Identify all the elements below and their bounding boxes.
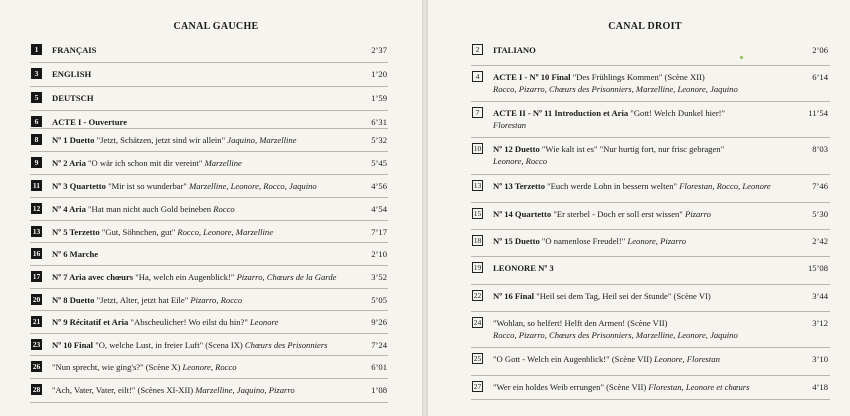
track-singers: Jaquino, Marzelline [227, 135, 297, 145]
track-singers: Pizarro, Chœurs de la Garde [236, 272, 337, 282]
track-duration: 11’54 [808, 108, 828, 118]
track-title: Nº 9 Récitatif et Aria [52, 317, 129, 327]
track-singers: Leonore [250, 317, 279, 327]
track-description: "Mir ist so wunderbar" [108, 181, 190, 191]
track-title: Nº 5 Terzetto [52, 227, 100, 237]
track-title: Nº 15 Duetto [493, 236, 540, 246]
track-singers: Pizarro, Rocco [190, 295, 243, 305]
track-singers: Rocco, Pizarro, Chœurs des Prisonniers, Marzelline, Leonore, Jaquino [493, 84, 738, 94]
track-singers: Leonore, Florestan [654, 354, 720, 364]
track-text [52, 69, 91, 80]
track-divider [30, 86, 388, 87]
track-text [493, 382, 749, 393]
track-description: "Wohlan, so helfert! Helft den Armen! (Scène VII) [493, 318, 668, 328]
track-description: "O Gott - Welch ein Augenblick!" (Scène VII) [493, 354, 655, 364]
track-duration: 5’05 [371, 295, 387, 305]
track-title: Nº 7 Aria avec chœurs [52, 272, 134, 282]
track-title: Nº 14 Quartetto [493, 209, 552, 219]
track-divider [30, 62, 388, 63]
track-description: "Jetzt, Schätzen, jetzt sind wir allein" [96, 135, 228, 145]
track-singers: Chœurs des Prisonniers [244, 340, 328, 350]
track-title: Nº 13 Terzetto [493, 181, 545, 191]
left-channel-title: CANAL GAUCHE [173, 21, 259, 32]
track-divider [471, 311, 830, 312]
track-singers: Florestan, Leonore et chœurs [648, 382, 750, 392]
track-divider [471, 256, 830, 257]
track-title: FRANÇAIS [52, 45, 97, 55]
track-number-badge: 12 [32, 204, 41, 213]
track-divider [30, 310, 388, 311]
track-divider [30, 378, 388, 379]
track-singers: Florestan, Rocco, Leonore [679, 181, 771, 191]
track-text [493, 291, 711, 302]
track-duration: 5’32 [371, 135, 387, 145]
track-description: "Wer ein holdes Weib errungen" (Scène VII) [493, 382, 649, 392]
track-text [493, 108, 725, 119]
track-text [52, 204, 235, 215]
track-divider [30, 355, 388, 356]
track-duration: 9’26 [371, 317, 387, 327]
track-duration: 7’17 [371, 227, 387, 237]
track-duration: 2’42 [812, 236, 828, 246]
track-divider [30, 174, 388, 175]
track-number-badge: 20 [32, 295, 41, 304]
track-description: "Heil sei dem Tag, Heil sei der Stunde" (Scène VI) [536, 291, 711, 301]
track-number-badge: 5 [31, 92, 42, 103]
track-singers: Pizarro [684, 209, 711, 219]
track-title: LEONORE Nº 3 [493, 263, 554, 273]
track-divider [30, 128, 388, 129]
track-number-badge: 11 [32, 181, 41, 190]
track-title: Nº 16 Final [493, 291, 535, 301]
track-text [52, 295, 242, 306]
track-duration: 7’24 [371, 340, 387, 350]
track-title: Nº 12 Duetto [493, 144, 540, 154]
track-number-badge: 19 [473, 263, 482, 272]
track-divider [471, 174, 830, 175]
track-text [493, 354, 720, 365]
track-duration: 4’18 [812, 382, 828, 392]
track-description: "Gott! Welch Dunkel hier!" [630, 108, 726, 118]
track-description: "Ha, welch ein Augenblick!" [135, 272, 237, 282]
track-title: Nº 1 Duetto [52, 135, 95, 145]
track-duration: 15’08 [807, 263, 828, 273]
track-divider [30, 265, 388, 266]
track-duration: 3’52 [371, 272, 387, 282]
track-singers: Rocco, Pizarro, Chœurs des Prisonniers, Marzelline, Leonore, Jaquino [493, 330, 738, 340]
track-text [52, 117, 127, 128]
track-divider [30, 220, 388, 221]
track-title: ITALIANO [493, 45, 536, 55]
track-duration: 5’45 [371, 158, 387, 168]
track-text [52, 272, 336, 283]
track-duration: 1’59 [371, 93, 387, 103]
track-number-badge: 8 [31, 134, 42, 145]
track-number-badge: 22 [473, 291, 482, 300]
track-duration: 1’20 [371, 69, 387, 79]
track-title: Nº 2 Aria [52, 158, 86, 168]
track-divider [471, 229, 830, 230]
track-text [52, 45, 96, 56]
track-number-badge: 16 [32, 249, 41, 258]
left-page [0, 0, 422, 416]
track-divider [471, 399, 830, 400]
track-duration: 6’31 [371, 117, 387, 127]
track-divider [471, 65, 830, 66]
track-description: "Gut, Söhnchen, gut" [101, 227, 178, 237]
track-text [493, 318, 667, 329]
track-description: "Abscheulicher! Wo eilst du hin?" [130, 317, 251, 327]
track-number-badge: 4 [472, 71, 483, 82]
track-text [493, 263, 554, 274]
track-text [493, 72, 705, 83]
track-description: "O, welche Lust, in freier Luft" (Scena IX) [95, 340, 245, 350]
track-duration: 2’06 [812, 45, 828, 55]
track-number-badge: 28 [32, 385, 41, 394]
track-duration: 6’14 [812, 72, 828, 82]
track-description: "Er sterbel - Doch er soll erst wissen" [553, 209, 685, 219]
track-number-badge: 21 [32, 317, 41, 326]
right-channel-title: CANAL DROIT [608, 21, 682, 32]
track-text [52, 135, 296, 146]
track-singers: Leonore, Rocco [182, 362, 237, 372]
track-duration: 4’54 [371, 204, 387, 214]
track-singers: Leonore, Pizarro [627, 236, 687, 246]
track-duration: 1’08 [371, 385, 387, 395]
track-duration: 3’10 [812, 354, 828, 364]
track-divider [30, 151, 388, 152]
track-text [52, 249, 98, 260]
track-singers: Rocco, Leonore, Marzelline [177, 227, 274, 237]
track-title: Nº 10 Final [52, 340, 94, 350]
track-title: DEUTSCH [52, 93, 94, 103]
track-number-badge: 23 [32, 340, 41, 349]
track-duration: 5’30 [812, 209, 828, 219]
track-divider [471, 375, 830, 376]
track-number-badge: 3 [31, 68, 42, 79]
track-divider [30, 402, 388, 403]
track-description: "Hat man nicht auch Gold beineben [88, 204, 214, 214]
track-number-badge: 25 [473, 354, 482, 363]
track-singers: Marzelline, Jaquino, Pizarro [195, 385, 295, 395]
track-singers: Florestan [493, 120, 527, 130]
track-number-badge: 7 [472, 107, 483, 118]
track-duration: 7’46 [812, 181, 828, 191]
track-description: "Euch werde Lohn in bessern welten" [547, 181, 680, 191]
track-number-badge: 9 [31, 157, 42, 168]
track-number-badge: 13 [473, 181, 482, 190]
track-number-badge: 10 [473, 144, 482, 153]
track-number-badge: 26 [32, 362, 41, 371]
track-text [52, 317, 278, 328]
track-duration: 4’56 [371, 181, 387, 191]
track-duration: 6’01 [371, 362, 387, 372]
track-duration: 2’10 [371, 249, 387, 259]
track-description: "Des Frühlings Kommen" (Scène XII) [572, 72, 705, 82]
track-description: "Jetzt, Alter, jetzt hat Eile" [96, 295, 191, 305]
track-text [493, 236, 686, 247]
track-title: ACTE II - Nº 11 Introduction et Aria [493, 108, 629, 118]
track-title: Nº 3 Quartetto [52, 181, 106, 191]
track-description: "O namenlose Freudel!" [541, 236, 628, 246]
track-number-badge: 1 [31, 44, 42, 55]
track-number-badge: 15 [473, 209, 482, 218]
track-divider [30, 197, 388, 198]
track-text [493, 144, 724, 155]
track-text [52, 362, 237, 373]
track-singers: Marzelline [204, 158, 242, 168]
track-title: ENGLISH [52, 69, 92, 79]
track-duration: 3’12 [812, 318, 828, 328]
track-text [52, 181, 317, 192]
track-text [493, 45, 536, 56]
track-duration: 3’44 [812, 291, 828, 301]
track-divider [30, 110, 388, 111]
track-text [493, 209, 711, 220]
track-singers: Marzelline, Leonore, Rocco, Jaquino [189, 181, 317, 191]
track-divider [30, 242, 388, 243]
track-text [52, 340, 328, 351]
track-divider [471, 284, 830, 285]
track-title: ACTE I - Nº 10 Final [493, 72, 571, 82]
track-text [52, 93, 94, 104]
track-text [52, 227, 273, 238]
track-singers: Rocco [213, 204, 235, 214]
track-title: Nº 6 Marche [52, 249, 99, 259]
track-number-badge: 6 [31, 116, 42, 127]
print-speck [740, 56, 743, 59]
track-divider [471, 101, 830, 102]
track-singers: Leonore, Rocco [493, 156, 548, 166]
track-description: "Ach, Vater, Vater, eilt!" (Scènes XI-XII) [52, 385, 196, 395]
track-title: Nº 4 Aria [52, 204, 86, 214]
track-number-badge: 24 [473, 318, 482, 327]
track-description: "Wie kalt ist es" "Nur hurtig fort, nur frisc gebragen" [541, 144, 725, 154]
track-description: "O wär ich schon mit dir vereint" [88, 158, 205, 168]
track-text [52, 385, 295, 396]
track-number-badge: 2 [472, 44, 483, 55]
track-duration: 2’37 [371, 45, 387, 55]
track-divider [471, 347, 830, 348]
track-duration: 8’03 [812, 144, 828, 154]
track-title: Nº 8 Duetto [52, 295, 95, 305]
track-number-badge: 18 [473, 236, 482, 245]
track-divider [30, 288, 388, 289]
track-number-badge: 13 [32, 227, 41, 236]
track-number-badge: 27 [473, 382, 482, 391]
track-text [493, 181, 771, 192]
right-page [428, 0, 850, 416]
track-description: "Nun sprecht, wie ging's?" (Scène X) [52, 362, 183, 372]
track-title: ACTE I - Ouverture [52, 117, 128, 127]
track-divider [471, 202, 830, 203]
track-number-badge: 17 [32, 272, 41, 281]
track-text [52, 158, 242, 169]
track-divider [471, 137, 830, 138]
track-divider [30, 333, 388, 334]
